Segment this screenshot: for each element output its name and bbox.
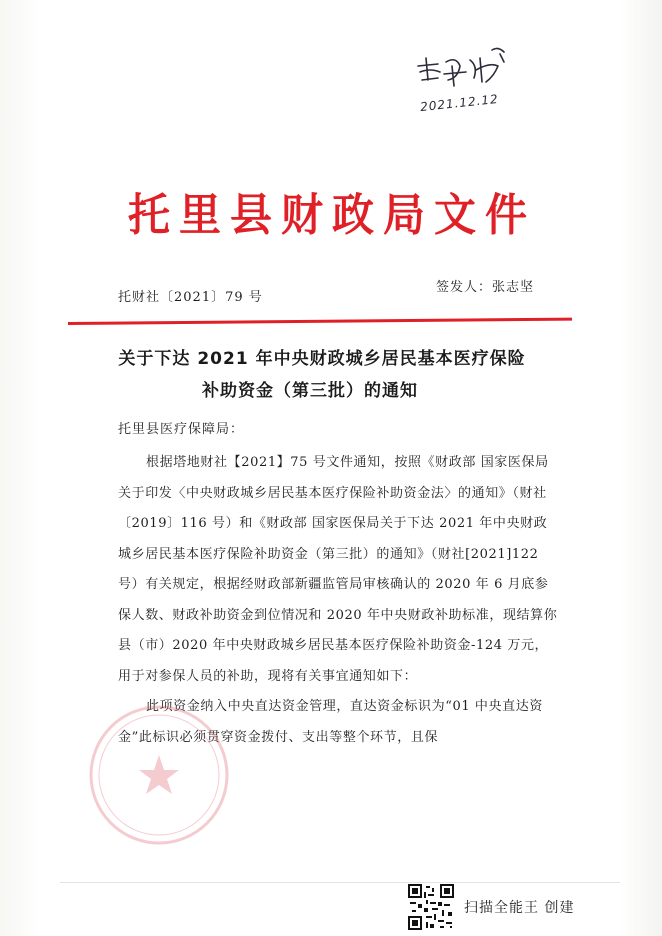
header-divider-line — [68, 318, 572, 325]
issuer-signatory: 签发人：张志坚 — [436, 280, 535, 295]
notice-title-line-1: 关于下达 2021 年中央财政城乡居民基本医疗保险 — [118, 349, 526, 369]
qr-code-icon — [408, 884, 454, 930]
body-paragraph-1: 根据塔地财社【2021】75 号文件通知，按照《财政部 国家医保局关于印发〈中央财政城乡居民基本医疗保险补助资金法〉的通知》（财社〔2019〕116 号）和《财政部 国家医保局关于下达 2021 年中央财政城乡居民基本医疗保险补助资金（第三批）的通知》（财社[2021]122 号）有关规定，根据经财政部新疆监管局审核确认的 2020 年 6 月底参保人数、财政补助资金到位情况和 2020 年中央财政补助标准，现结算你县（市）2020 年中央财政城乡居民基本医疗保险补助资金-124 万元，用于对参保人员的补助，现将有关事宜通知如下： — [118, 455, 558, 684]
document-header-title: 托里县财政局文件 — [128, 188, 537, 241]
body-paragraph-2: 此项资金纳入中央直达资金管理，直达资金标识为“01 中央直达资金”此标识必须贯穿资金拨付、支出等整个环节，且保 — [118, 699, 543, 745]
notice-title-line-2: 补助资金（第三批）的通知 — [202, 381, 418, 401]
scanner-watermark — [408, 884, 574, 930]
signature-date: 2021.12.12 — [419, 91, 500, 115]
recipient: 托里县医疗保障局： — [118, 422, 245, 437]
official-seal-stamp — [84, 700, 234, 850]
scanner-label: 扫描全能王 创建 — [464, 900, 575, 916]
page-fold-line — [60, 882, 620, 883]
document-number: 托财社〔2021〕79 号 — [118, 290, 263, 305]
